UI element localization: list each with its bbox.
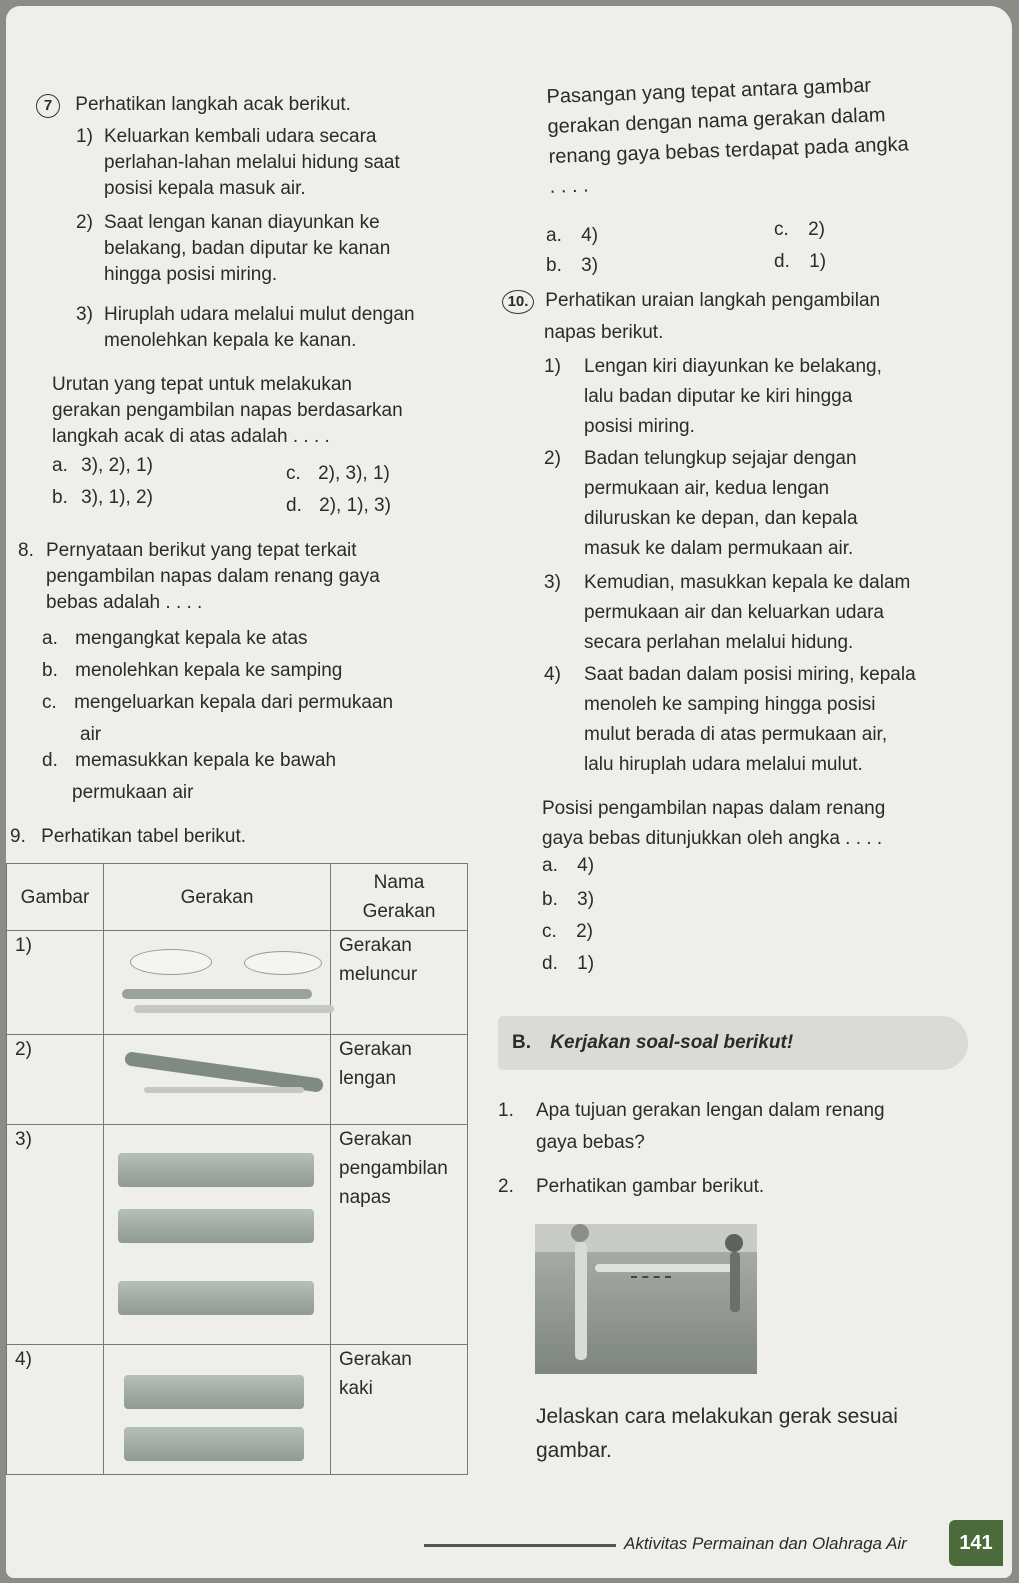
q7-option-c[interactable]: c. 2), 3), 1) (286, 463, 390, 484)
footer-rule (424, 1544, 616, 1547)
q7-question: Urutan yang tepat untuk melakukan gerakan pengambilan napas berdasarkan langkah acak di atas adalah . . . . (52, 374, 403, 447)
q10-step-3: 3) Kemudian, masukkan kepala ke dalam permukaan air dan keluarkan udara secara perlahan melalui hidung. (544, 572, 911, 653)
q7-header (36, 92, 351, 118)
q7-intro: Perhatikan langkah acak berikut. (75, 94, 351, 115)
movement-table (6, 863, 468, 1475)
row-2-name: Gerakan lengan (331, 1035, 468, 1125)
pool-illustration (535, 1224, 757, 1374)
q9-option-b[interactable]: b. 3) (546, 255, 599, 276)
q8-option-d[interactable]: d. memasukkan kepala ke bawah permukaan air (42, 750, 337, 803)
section-b-explain: Jelaskan cara melakukan gerak sesuai gambar. (536, 1405, 898, 1462)
q9-option-a[interactable]: a. 4) (546, 225, 599, 246)
q10-step-2: 2) Badan telungkup sejajar dengan permukaan air, kedua lengan diluruskan ke depan, dan kepala masuk ke dalam permukaan air. (544, 448, 858, 559)
table-row: 4) Gerakan kaki (7, 1345, 468, 1475)
q7-option-d[interactable]: d. 2), 1), 3) (286, 495, 391, 516)
section-b-item-2: 2. Perhatikan gambar berikut. (498, 1176, 765, 1197)
section-b-item-1: 1. Apa tujuan gerakan lengan dalam renang gaya bebas? (498, 1100, 885, 1153)
gliding-illustration (104, 931, 331, 1035)
q7-step-1: 1) Keluarkan kembali udara secara perlahan-lahan melalui hidung saat posisi kepala masuk air. (76, 126, 400, 199)
row-1-name: Gerakan meluncur (331, 931, 468, 1035)
arm-stroke-illustration (104, 1035, 331, 1125)
header-nama-gerakan: Nama Gerakan (331, 864, 468, 931)
q10-step-4: 4) Saat badan dalam posisi miring, kepala menoleh ke samping hingga posisi mulut berada di atas permukaan air, lalu hiruplah udara melalui mulut. (544, 664, 916, 775)
q9-option-c[interactable]: c. 2) (774, 219, 825, 240)
q8-option-a[interactable]: a. mengangkat kepala ke atas (42, 628, 308, 649)
q7-number: 7 (36, 94, 60, 118)
q7-option-b[interactable]: b. 3), 1), 2) (52, 487, 153, 508)
q7-step-2: 2) Saat lengan kanan diayunkan ke belakang, badan diputar ke kanan hingga posisi miring. (76, 212, 391, 285)
q10-intro: 10. Perhatikan uraian langkah pengambilan napas berikut. (502, 288, 880, 346)
q9-option-d[interactable]: d. 1) (774, 251, 827, 272)
q10-step-1: 1) Lengan kiri diayunkan ke belakang, lalu badan diputar ke kiri hingga posisi miring. (544, 356, 882, 437)
table-header-row (7, 864, 468, 931)
q10-option-c[interactable]: c. 2) (542, 921, 593, 942)
textbook-page (6, 6, 1012, 1578)
table-row: 3) Gerakan pengambilan napas (7, 1125, 468, 1345)
q10-question: Posisi pengambilan napas dalam renang gaya bebas ditunjukkan oleh angka . . . . (542, 798, 886, 849)
kick-illustration (104, 1345, 331, 1475)
q10-option-a[interactable]: a. 4) (542, 855, 595, 876)
header-gerakan: Gerakan (104, 864, 331, 931)
section-b-heading: B. Kerjakan soal-soal berikut! (512, 1032, 794, 1053)
q10-option-d[interactable]: d. 1) (542, 953, 595, 974)
footer-title: Aktivitas Permainan dan Olahraga Air (624, 1534, 907, 1553)
q7-step-3: 3) Hiruplah udara melalui mulut dengan menolehkan kepala ke kanan. (76, 304, 415, 351)
q8-option-c[interactable]: c. mengeluarkan kepala dari permukaan air (42, 692, 394, 745)
table-row: 2) Gerakan lengan (7, 1035, 468, 1125)
header-gambar: Gambar (7, 864, 104, 931)
breathing-illustration (104, 1125, 331, 1345)
q10-option-b[interactable]: b. 3) (542, 889, 595, 910)
row-4-name: Gerakan kaki (331, 1345, 468, 1475)
q8-option-b[interactable]: b. menolehkan kepala ke samping (42, 660, 343, 681)
page-number: 141 (949, 1520, 1003, 1566)
row-3-name: Gerakan pengambilan napas (331, 1125, 468, 1345)
q7-option-a[interactable]: a. 3), 2), 1) (52, 455, 153, 476)
q9-question: Pasangan yang tepat antara gambar gerakan dengan nama gerakan dalam renang gaya bebas terdapat pada angka . . . . (546, 74, 910, 198)
table-row: 1) Gerakan meluncur (7, 931, 468, 1035)
q8-question: 8. Pernyataan berikut yang tepat terkait pengambilan napas dalam renang gaya bebas adalah . . . . (18, 540, 380, 613)
q9-intro: 9. Perhatikan tabel berikut. (10, 826, 247, 847)
